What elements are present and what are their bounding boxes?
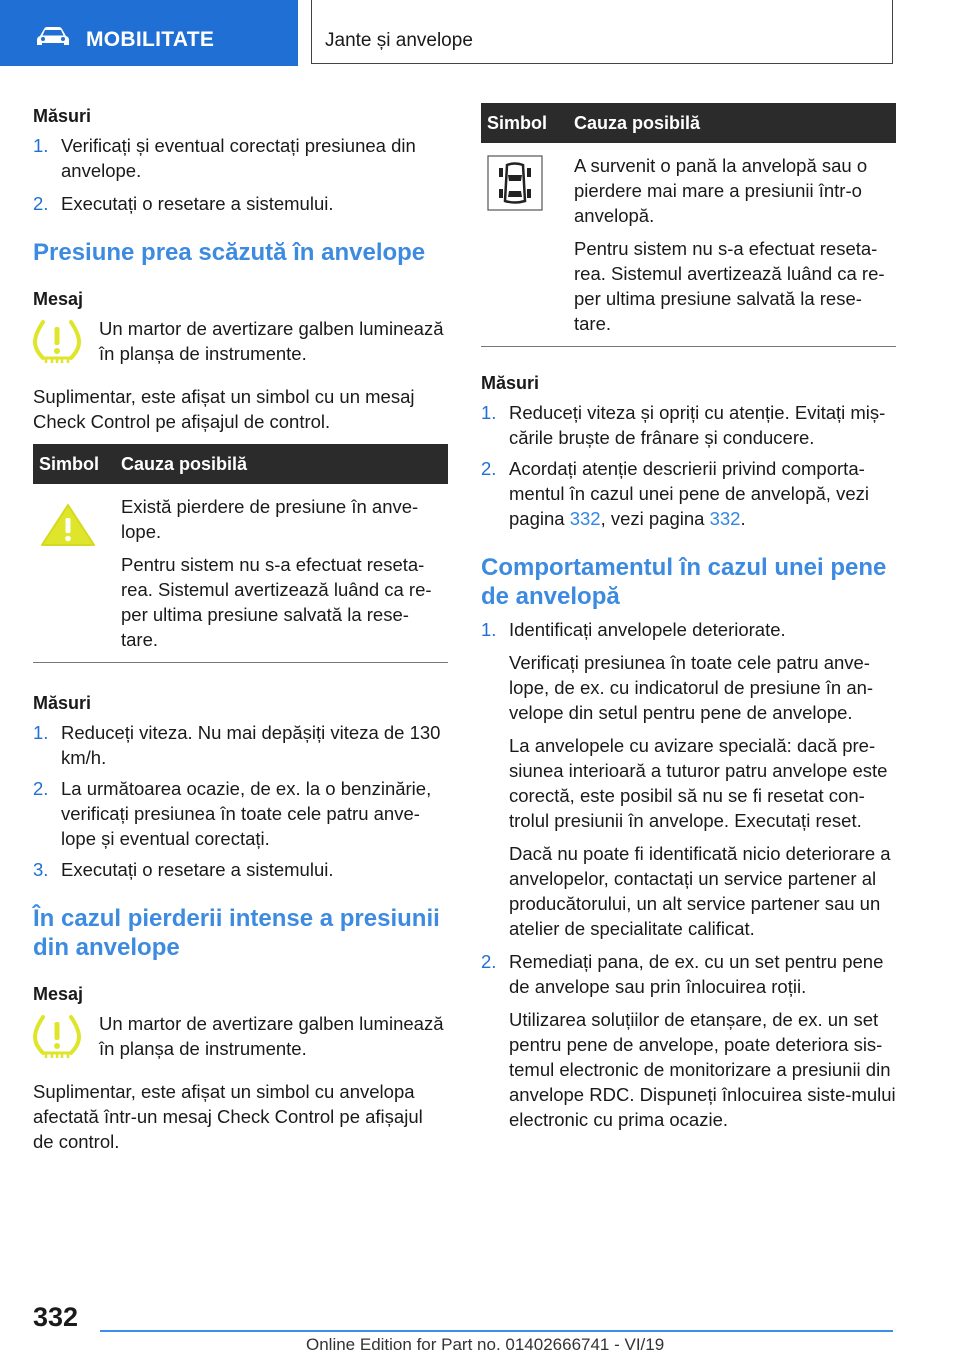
footer-divider xyxy=(100,1330,893,1332)
step-text: Verificați presiunea în toate cele patru anve-lope, de ex. cu indicatorul de presiune în an-velope din setul pentru pene de anvelope. xyxy=(509,652,874,723)
section-heading: În cazul pierderii intense a presiunii din anvelope xyxy=(33,905,440,961)
cause-cell xyxy=(115,484,448,663)
list-item xyxy=(481,456,896,531)
item-number: 2. xyxy=(33,778,49,799)
right-column xyxy=(481,103,896,1132)
car-tire-status-icon xyxy=(487,155,543,211)
symbol-cell xyxy=(33,484,115,663)
cause-text: Pentru sistem nu s-a efectuat reseta-rea. Sistemul avertizează luând ca re-per ultima presiune salvată la rese-tare. xyxy=(574,238,885,334)
page-link[interactable]: 332 xyxy=(569,508,601,529)
cause-cell xyxy=(568,143,896,347)
list-item xyxy=(33,191,448,216)
left-column xyxy=(33,100,448,1154)
edition-note: Online Edition for Part no. 01402666741 - VI/19 xyxy=(306,1335,665,1354)
table-row xyxy=(33,484,448,663)
supplementary-text: Suplimentar, este afișat un simbol cu anvelopa afectată într-un mesaj Check Control pe afișajul de control. xyxy=(33,1081,423,1152)
cause-text: A survenit o pană la anvelopă sau o pierdere mai mare a presiunii într-o anvelopă. xyxy=(574,155,868,226)
item-text: Acordați atenție descrierii privind comporta-mentul în cazul unei pene de anvelopă, vezi pagina xyxy=(509,458,869,529)
item-number: 2. xyxy=(481,458,497,479)
step-text: Identificați anvelopele deteriorate. xyxy=(509,619,786,640)
message-title: Mesaj xyxy=(33,984,84,1004)
item-number: 1. xyxy=(481,619,497,640)
cause-text: Pentru sistem nu s-a efectuat reseta-rea. Sistemul avertizează luând ca re-per ultima presiune salvată la rese-tare. xyxy=(121,554,432,650)
message-text: Un martor de avertizare galben luminează în planșa de instrumente. xyxy=(99,318,444,364)
measures-title: Măsuri xyxy=(33,693,92,713)
item-text: . xyxy=(740,508,746,529)
item-number: 3. xyxy=(33,859,49,880)
tire-pressure-warning-icon xyxy=(33,1015,81,1059)
page-number: 332 xyxy=(33,1302,79,1332)
message-block xyxy=(33,316,448,372)
item-number: 1. xyxy=(33,135,49,156)
item-text: , vezi pagina xyxy=(600,508,710,529)
item-number: 1. xyxy=(33,722,49,743)
item-number: 2. xyxy=(481,951,497,972)
message-title: Mesaj xyxy=(33,289,84,309)
section-title: MOBILITATE xyxy=(86,28,215,51)
car-icon xyxy=(36,26,70,48)
list-item xyxy=(481,400,896,450)
item-text: Executați o resetare a sistemului. xyxy=(61,859,334,880)
measures-list xyxy=(33,720,448,882)
step-text: Dacă nu poate fi identificată nicio deteriorare a anvelopelor, contactați un service partener al producătorului, un alt service partener sau un atelier de specialitate calificat. xyxy=(509,843,891,939)
table-header-row xyxy=(481,103,896,143)
item-number: 2. xyxy=(33,193,49,214)
list-item xyxy=(481,949,896,1132)
measures-title: Măsuri xyxy=(481,373,540,393)
column-header-symbol: Simbol xyxy=(33,444,115,484)
table-header-row xyxy=(33,444,448,484)
symbol-table xyxy=(33,444,448,663)
chapter-title: Jante și anvelope xyxy=(325,30,473,51)
step-text: Utilizarea soluțiilor de etanșare, de ex. un set pentru pene de anvelope, poate deteriora sis-temul electronic de monitorizare a presiunii din anvelope RDC. Dispuneți înlocuirea siste-mului electronic cu prima ocazie. xyxy=(509,1009,896,1130)
section-tab[interactable] xyxy=(0,0,298,66)
item-text: La următoarea ocazie, de ex. la o benzinărie, verificați presiunea în toate cele patru anve-lope și eventual corectați. xyxy=(61,778,432,849)
list-item xyxy=(481,617,896,941)
message-block xyxy=(33,1011,448,1067)
measures-list xyxy=(33,133,448,216)
list-item xyxy=(33,776,448,851)
warning-triangle-icon xyxy=(39,502,97,548)
message-text: Un martor de avertizare galben luminează în planșa de instrumente. xyxy=(99,1013,444,1059)
item-number: 1. xyxy=(481,402,497,423)
page-link[interactable]: 332 xyxy=(709,508,741,529)
list-item xyxy=(33,133,448,183)
step-text: La anvelopele cu avizare specială: dacă pre-siunea interioară a tuturor patru anvelope este corectă, este posibil să nu se fi resetat con-trolul presiunii în anvelope. Executați reset. xyxy=(509,735,888,831)
column-header-symbol: Simbol xyxy=(481,103,568,143)
page-header xyxy=(0,0,960,66)
item-text: Reduceți viteza și opriți cu atenție. Evitați miș-cările bruște de frânare și conducere. xyxy=(509,402,886,448)
list-item xyxy=(33,857,448,882)
item-text: Reduceți viteza. Nu mai depășiți viteza de 130 km/h. xyxy=(61,722,441,768)
section-heading: Presiune prea scăzută în anvelope xyxy=(33,239,426,266)
item-text: Verificați și eventual corectați presiunea din anvelope. xyxy=(61,135,416,181)
column-header-cause: Cauza posibilă xyxy=(568,103,896,143)
tire-pressure-warning-icon xyxy=(33,320,81,364)
symbol-cell xyxy=(481,143,568,347)
item-text: Executați o resetare a sistemului. xyxy=(61,193,334,214)
steps-list xyxy=(481,617,896,1132)
cause-text: Există pierdere de presiune în anve-lope. xyxy=(121,496,419,542)
section-heading: Comportamentul în cazul unei pene de anvelopă xyxy=(481,554,887,610)
step-text: Remediați pana, de ex. cu un set pentru pene de anvelope sau prin înlocuirea roții. xyxy=(509,951,884,997)
column-header-cause: Cauza posibilă xyxy=(115,444,448,484)
symbol-table xyxy=(481,103,896,347)
measures-title: Măsuri xyxy=(33,106,92,126)
measures-list xyxy=(481,400,896,531)
supplementary-text: Suplimentar, este afișat un simbol cu un mesaj Check Control pe afișajul de control. xyxy=(33,386,415,432)
list-item xyxy=(33,720,448,770)
table-row xyxy=(481,143,896,347)
